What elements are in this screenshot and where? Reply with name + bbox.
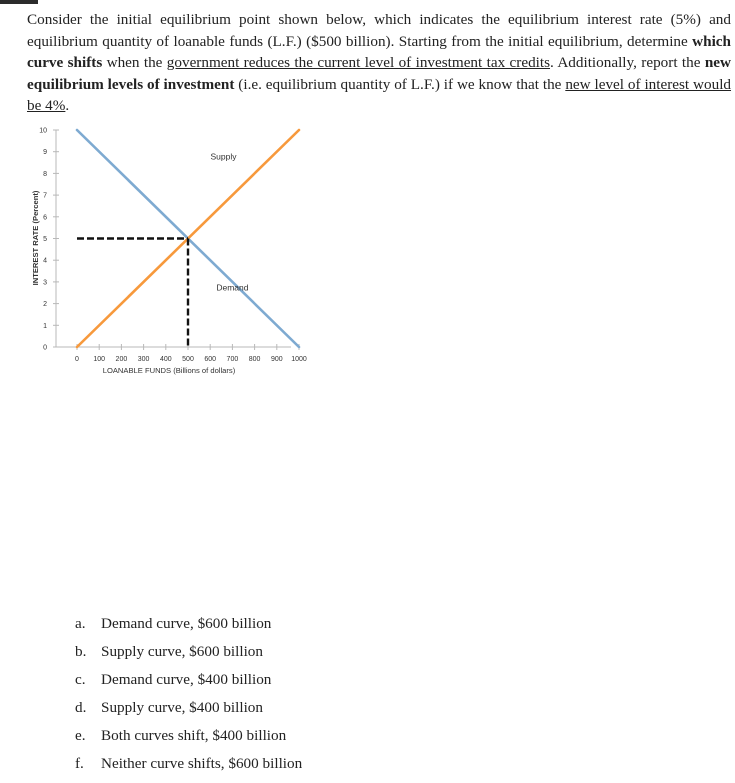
option-a[interactable] (75, 610, 302, 638)
answer-options (75, 610, 302, 778)
demand-label: Demand (216, 282, 249, 293)
question-bold-curve-shift: which curve shifts (27, 32, 731, 71)
option-b[interactable] (75, 638, 302, 666)
y-tick-label: 0 (43, 344, 47, 352)
option-text: Neither curve shifts, $600 billion (101, 755, 303, 772)
option-text: Demand curve, $400 billion (101, 671, 272, 688)
x-tick-label: 700 (226, 356, 239, 363)
question-part-2: when the (102, 54, 167, 71)
y-tick-label: 9 (43, 149, 47, 157)
y-tick-label: 8 (43, 170, 47, 178)
y-tick-label: 1 (43, 322, 47, 330)
option-text: Supply curve, $600 billion (101, 643, 263, 660)
y-axis-title: INTEREST RATE (Percent) (31, 190, 40, 286)
question-part-3: . Additionally, report the (550, 54, 705, 71)
x-tick-label: 400 (159, 356, 172, 363)
x-tick-label: 900 (270, 356, 283, 363)
option-letter: b. (75, 643, 87, 660)
option-e[interactable] (75, 722, 302, 750)
x-tick-label: 1000 (291, 356, 307, 363)
option-letter: c. (75, 671, 86, 688)
option-letter: a. (75, 615, 86, 632)
option-text: Supply curve, $400 billion (101, 699, 263, 716)
y-tick-label: 4 (43, 257, 47, 265)
y-tick-label: 7 (43, 192, 47, 200)
option-c[interactable] (75, 666, 302, 694)
option-d[interactable] (75, 694, 302, 722)
x-tick-label: 100 (93, 356, 106, 363)
x-tick-label: 600 (204, 356, 217, 363)
question-text (27, 9, 731, 117)
x-tick-label: 800 (248, 356, 261, 363)
option-f[interactable] (75, 750, 302, 778)
loanable-funds-chart (26, 122, 318, 382)
question-part-1: Consider the initial equilibrium point shown below, which indicates the equilibrium interest rate (5%) and equilibrium quantity of loanable funds (L.F.) ($500 billion). Starting from the initial equilibrium, determine (27, 11, 731, 50)
y-tick-label: 10 (39, 127, 47, 135)
option-letter: e. (75, 727, 86, 744)
top-accent-bar (0, 0, 38, 4)
y-tick-label: 2 (43, 301, 47, 309)
question-underline-interest: new level of interest would be 4% (27, 75, 732, 114)
question-part-5: . (65, 97, 70, 114)
y-tick-label: 5 (43, 236, 47, 243)
y-tick-label: 3 (43, 279, 47, 287)
x-tick-label: 500 (182, 356, 194, 363)
question-part-4: (i.e. equilibrium quantity of L.F.) if we know that the (234, 75, 566, 93)
question-underline-tax-credits: government reduces the current level of investment tax credits (166, 54, 551, 71)
option-letter: d. (75, 699, 87, 716)
x-tick-label: 300 (137, 356, 150, 363)
x-tick-label: 0 (75, 356, 79, 363)
x-axis-title: LOANABLE FUNDS (Billions of dollars) (102, 366, 236, 375)
supply-label: Supply (210, 151, 237, 162)
option-text: Demand curve, $600 billion (101, 615, 272, 632)
question-bold-investment: new equilibrium levels of investment (27, 54, 731, 93)
option-letter: f. (75, 755, 84, 772)
option-text: Both curves shift, $400 billion (101, 727, 287, 744)
y-tick-label: 6 (43, 214, 47, 222)
x-tick-label: 200 (115, 356, 128, 363)
